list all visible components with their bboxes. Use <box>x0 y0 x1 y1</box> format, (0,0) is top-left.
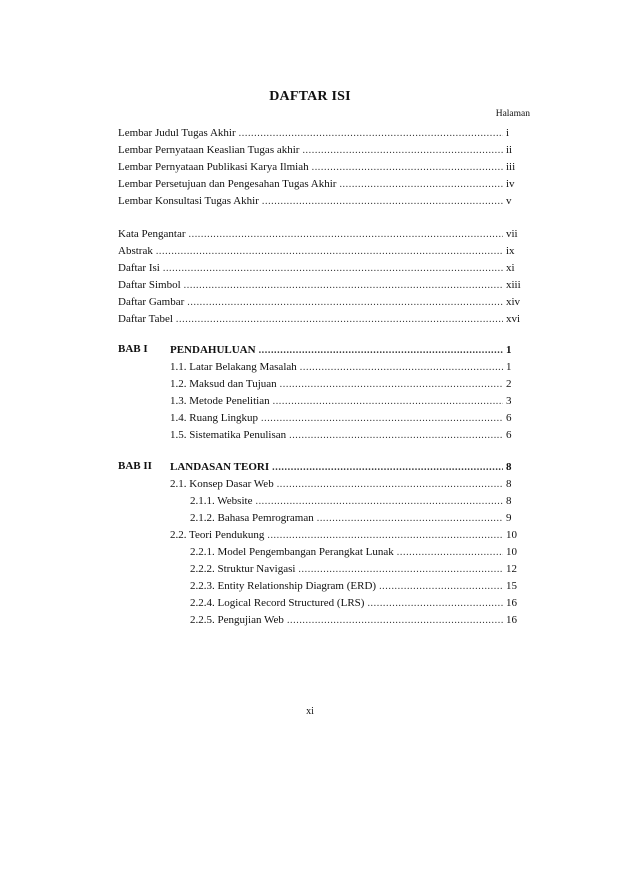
toc-entry-label: Daftar Isi <box>118 262 160 274</box>
leader-dots <box>379 580 503 594</box>
toc-entry-label: 1.3. Metode Penelitian <box>170 395 270 407</box>
toc-entry <box>170 528 530 542</box>
toc-entry-page: 2 <box>506 378 512 390</box>
chapter-title: PENDAHULUAN <box>170 344 256 356</box>
toc-entry-page: xiv <box>506 296 521 308</box>
leader-dots <box>367 597 503 611</box>
page-number-footer: xi <box>306 706 314 717</box>
toc-entry <box>118 278 530 292</box>
leader-dots <box>163 262 503 276</box>
toc-entry <box>170 428 530 442</box>
toc-entry-page: 10 <box>506 529 517 541</box>
toc-entry-label: Lembar Persetujuan dan Pengesahan Tugas Akhir <box>118 178 337 190</box>
toc-entry-label: Lembar Judul Tugas Akhir <box>118 127 236 139</box>
toc-entry <box>118 295 530 309</box>
leader-dots <box>156 245 503 259</box>
toc-entry-page: xiii <box>506 279 521 291</box>
toc-entry-label: 2.1.1. Website <box>190 495 253 507</box>
toc-entry-label: 2.2.1. Model Pengembangan Perangkat Lunak <box>190 546 394 558</box>
toc-entry-label: Lembar Pernyataan Publikasi Karya Ilmiah <box>118 161 309 173</box>
toc-entry-label: 1.2. Maksud dan Tujuan <box>170 378 277 390</box>
leader-dots <box>267 529 503 543</box>
toc-entry-label: 1.5. Sistematika Penulisan <box>170 429 287 441</box>
toc-entry-page: ii <box>506 144 513 156</box>
leader-dots <box>302 144 503 158</box>
leader-dots <box>239 127 503 141</box>
toc-entry <box>118 194 530 208</box>
toc-entry <box>190 511 530 525</box>
toc-entry-label: Lembar Konsultasi Tugas Akhir <box>118 195 259 207</box>
toc-entry <box>190 545 530 559</box>
toc-entry <box>190 562 530 576</box>
leader-dots <box>273 395 503 409</box>
toc-entry-label: Lembar Pernyataan Keaslian Tugas akhir <box>118 144 300 156</box>
toc-entry-page: 8 <box>506 478 512 490</box>
leader-dots <box>184 279 503 293</box>
toc-entry-page: i <box>506 127 510 139</box>
toc-entry <box>190 613 530 627</box>
leader-dots <box>287 614 503 628</box>
toc-entry <box>118 312 530 326</box>
toc-entry <box>190 596 530 610</box>
chapter-heading <box>170 343 530 357</box>
leader-dots <box>298 563 503 577</box>
toc-entry-label: 2.2. Teori Pendukung <box>170 529 265 541</box>
toc-entry-label: 1.1. Latar Belakang Masalah <box>170 361 297 373</box>
leader-dots <box>339 178 503 192</box>
toc-entry <box>190 579 530 593</box>
toc-entry-page: xi <box>506 262 515 274</box>
toc-entry-page: 8 <box>506 495 512 507</box>
chapter-number: BAB II <box>118 460 152 472</box>
toc-entry-label: Daftar Simbol <box>118 279 181 291</box>
toc-entry-label: 2.2.3. Entity Relationship Diagram (ERD) <box>190 580 377 592</box>
chapter-number: BAB I <box>118 343 148 355</box>
leader-dots <box>272 461 503 475</box>
page-title: DAFTAR ISI <box>269 89 351 104</box>
toc-entry-label: 2.2.4. Logical Record Structured (LRS) <box>190 597 365 609</box>
chapter-page: 1 <box>506 344 512 356</box>
toc-entry <box>118 143 530 157</box>
toc-entry-page: 1 <box>506 361 512 373</box>
leader-dots <box>277 478 503 492</box>
toc-entry-page: 6 <box>506 429 512 441</box>
toc-entry-page: 3 <box>506 395 512 407</box>
chapter-page: 8 <box>506 461 512 473</box>
leader-dots <box>255 495 503 509</box>
toc-entry-label: Kata Pengantar <box>118 228 186 240</box>
toc-entry-page: ix <box>506 245 515 257</box>
toc-entry <box>170 360 530 374</box>
toc-entry-page: iv <box>506 178 515 190</box>
chapter-title: LANDASAN TEORI <box>170 461 270 473</box>
leader-dots <box>397 546 503 560</box>
toc-entry-page: vii <box>506 228 518 240</box>
toc-entry <box>118 160 530 174</box>
toc-entry-page: 10 <box>506 546 517 558</box>
toc-entry <box>170 394 530 408</box>
toc-entry-page: iii <box>506 161 516 173</box>
toc-entry-page: 12 <box>506 563 517 575</box>
toc-entry-label: 2.1.2. Bahasa Pemrograman <box>190 512 314 524</box>
leader-dots <box>259 344 503 358</box>
leader-dots <box>317 512 503 526</box>
leader-dots <box>312 161 503 175</box>
toc-entry <box>118 244 530 258</box>
toc-entry <box>118 261 530 275</box>
leader-dots <box>300 361 503 375</box>
halaman-label: Halaman <box>495 109 530 119</box>
toc-entry-page: 16 <box>506 614 517 626</box>
toc-entry-page: 9 <box>506 512 512 524</box>
toc-entry <box>170 411 530 425</box>
leader-dots <box>289 429 503 443</box>
toc-entry-label: 2.2.5. Pengujian Web <box>190 614 284 626</box>
leader-dots <box>189 228 504 242</box>
toc-entry <box>118 177 530 191</box>
chapter-heading <box>170 460 530 474</box>
leader-dots <box>176 313 503 327</box>
toc-entry-label: 2.1. Konsep Dasar Web <box>170 478 274 490</box>
toc-entry-label: 1.4. Ruang Lingkup <box>170 412 258 424</box>
toc-entry-page: v <box>506 195 512 207</box>
toc-entry-page: 15 <box>506 580 517 592</box>
leader-dots <box>262 195 503 209</box>
leader-dots <box>261 412 503 426</box>
toc-entry <box>118 126 530 140</box>
toc-entry <box>190 494 530 508</box>
toc-entry <box>170 477 530 491</box>
toc-entry-label: Abstrak <box>118 245 153 257</box>
toc-entry-page: 16 <box>506 597 517 609</box>
leader-dots <box>187 296 503 310</box>
leader-dots <box>280 378 503 392</box>
toc-entry-page: 6 <box>506 412 512 424</box>
toc-entry-page: xvi <box>506 313 521 325</box>
toc-entry-label: Daftar Tabel <box>118 313 173 325</box>
toc-entry <box>170 377 530 391</box>
toc-entry-label: Daftar Gambar <box>118 296 185 308</box>
toc-entry <box>118 227 530 241</box>
toc-entry-label: 2.2.2. Struktur Navigasi <box>190 563 296 575</box>
